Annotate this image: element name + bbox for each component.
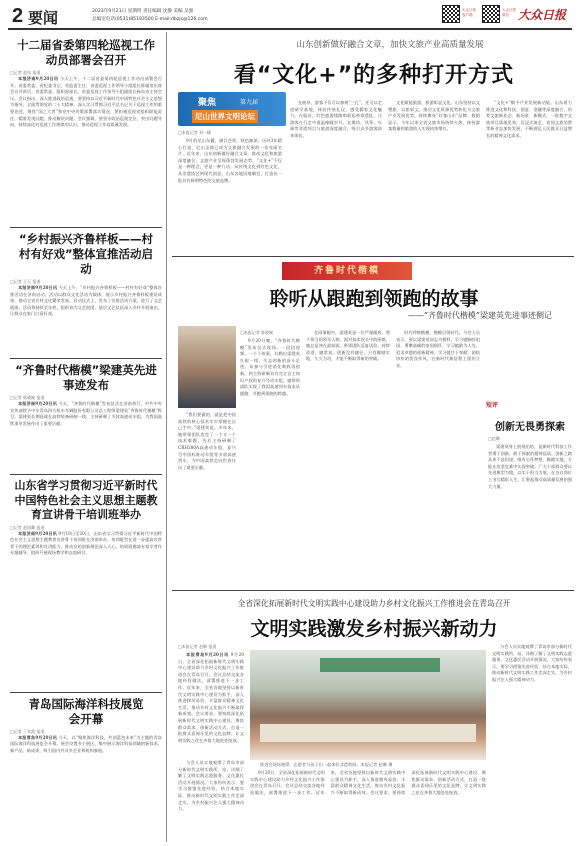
- article-3-lead: 本报济南9月20日讯: [18, 401, 58, 406]
- bottom-kicker: 全省深化拓展新时代文明实践中心建设助力乡村文化振兴工作推进会在青岛召开: [237, 599, 511, 608]
- forum-badge-season: 第九届: [240, 99, 259, 106]
- article-5-byline: □记者 丁兆霞 报道: [10, 728, 45, 734]
- culture-paragraph-1: 9月的尼山东麓，满目苍翠，秋色渐浓。历经3年精心打造，尼山圣境已成为文旅融合发展的一张亮丽名片。近年来，山东创新做好融合文章，推动文化和旅游深度融合，文旅产业呈现蓬勃发展态势。“文化+”不仅是一种理念，更是一种行动。从传统文化到红色文化，从非遗技艺到现代创意，山东各地因地制宜，打造出一批具有鲜明特色的文旅品牌。: [178, 138, 282, 183]
- short-comment-body: [488, 444, 572, 586]
- article-5-lead: 本报青岛9月20日讯: [18, 734, 58, 740]
- bottom-byline: □本报记者 赵琳 报道: [178, 644, 217, 649]
- banner-col-1b: [178, 412, 236, 586]
- bottom-photo-caption: 推进会现场观摩，志愿者与孩子们一起体验非遗剪纸。本报记者 赵琳 摄: [260, 762, 393, 767]
- culture-paragraph-4: “文化+”赋予产业发展新动能。山东着力推进文化和科技、创意、金融等深度融合，培育文旅新业态、新场景、新模式，一批数字文旅项目落地见效，沉浸式演艺、夜间文旅消费等新业态加快发展，不断满足人民群众日益增长的精神文化需求。: [486, 100, 572, 138]
- header-rule: [8, 28, 572, 30]
- banner-paragraph-1: 9月20日晚，“齐鲁时代楷模”发布仪式现场，一段段视频、一个个故事，勾勒出梁建英扎根一线、矢志创新的奋斗足迹。从参与引进消化吸收再创新，到主持研制具有完全自主知识产权的复兴号动车组，她带领团队实现了我国高速列车技术从跟跑、并跑到领跑的跨越。: [240, 338, 300, 396]
- short-comment-text: 梁建英身上展现出的，是新时代科技工作者勇于创新、敢于探索的精神品质。创新之路从来不是坦途，唯有心怀梦想、脚踏实地，方能在攻坚克难中实现突破。广大干部群众要以先进典型为镜，以实干担当为笔，在各自岗位上书写精彩人生，汇聚起推动高质量发展的强大力量。: [488, 444, 572, 489]
- left-divider-1: [10, 227, 162, 228]
- banner-portrait-photo: [178, 326, 236, 408]
- masthead-logo: 大众日报: [518, 8, 567, 22]
- short-comment-title: 创新无畏勇探索: [495, 422, 565, 433]
- article-3-text: 今天，“齐鲁时代楷模”发布仪式在济南举行，中共中央宣传部授予中车青岛四方机车车辆股份有限公司总工程师梁建英“齐鲁时代楷模”称号。梁建英长期奋战在高铁装备研制一线，主持研制了多款高速动车组，为我国高铁事业发展作出了重要贡献。: [10, 401, 162, 426]
- article-1-body: [10, 76, 162, 224]
- banner-col-2: [306, 330, 390, 586]
- banner-byline: □本报记者 陈晓婉: [240, 330, 274, 335]
- left-column-rule: [166, 32, 167, 842]
- photo-wall-banner: [320, 658, 440, 672]
- left-divider-3: [10, 474, 162, 475]
- article-3-body: [10, 401, 162, 471]
- banner-col-1: [240, 338, 300, 586]
- forum-badge-focus: 聚焦: [198, 98, 217, 108]
- article-2-body: [10, 285, 162, 355]
- article-4-body: [10, 531, 162, 689]
- culture-headline: 看“文化+”的多种打开方式: [233, 63, 515, 88]
- header-qr-caption-2: 大众日报 微信: [502, 8, 516, 17]
- article-5-body: [10, 735, 162, 783]
- culture-byline: □本报记者 刘一峰: [178, 130, 212, 135]
- article-3-byline: □记者 陈晓婉 报道: [10, 395, 45, 400]
- bottom-col-1: [178, 652, 244, 756]
- bottom-col-1-lower: [178, 760, 244, 842]
- header-qr-code-1[interactable]: [442, 5, 460, 23]
- forum-badge-title: 尼山世界文明论坛: [192, 110, 258, 123]
- left-divider-2: [10, 358, 162, 359]
- article-5-title: 青岛国际海洋科技展览会开幕: [28, 696, 144, 726]
- forum-badge: [178, 92, 286, 126]
- article-1-lead: 本报济南9月20日讯: [18, 76, 59, 81]
- banner-paragraph-3: 在同事眼中，梁建英是一位严谨细致、勇于担当的领军人物。面对技术攻关中的困难，她总是冲在最前面，带领团队反复试验、持续改进。她常说，创新没有捷径，只有脚踏实地、久久为功，才能不断取得新的突破。: [306, 330, 390, 362]
- culture-col-1: [178, 138, 282, 254]
- article-4-text: 9月19日至20日，山东省学习贯彻习近平新时代中国特色社会主义思想主题教育宣讲骨干培训班在济南举办。培训班旨在进一步提高宣讲骨干的理论素养和宣讲能力，推动党的创新理论深入人心。培训班邀请专家学者作专题辅导，组织开展现场教学和交流研讨。: [10, 530, 162, 556]
- banner-headline: 聆听从跟跑到领跑的故事: [269, 288, 479, 310]
- header-page-number: 2: [12, 5, 24, 27]
- article-4-byline: □记者 赵国卿 报道: [10, 524, 45, 530]
- short-comment-byline: □赵琳: [488, 436, 500, 441]
- article-1-title: 十二届省委第四轮巡视工作动员部署会召开: [17, 38, 155, 67]
- header-qr-code-2[interactable]: [482, 5, 500, 23]
- article-4-lead: 本报济南9月20日讯: [18, 530, 57, 536]
- bottom-photo: [250, 650, 486, 760]
- culture-bottom-rule: [172, 256, 574, 257]
- short-comment-label: 短评: [486, 402, 499, 409]
- bottom-paragraph-3: 9月20日，全省深化拓展新时代文明实践中心建设助力乡村文化振兴工作推进会在青岛召开。会议总结交流各地经验做法，部署推进下一步工作。近年来，全省各地坚持以新时代文明实践中心建设为抓手，深入推进移风易俗，丰富群众精神文化生活，推动乡村文化振兴不断取得新成效。会议要求，要持续深化拓展新时代文明实践中心建设，聚焦群众需求，创新活动方式，打造一批群众喜闻乐见的文化品牌，让文明实践之花在齐鲁大地处处绽放。: [250, 770, 486, 795]
- bottom-paragraph-2: 与会人员实地观摩了青岛市部分新时代文明实践所、站，详细了解了文明实践志愿服务、文化惠民活动开展情况。大家纷纷表示，要学习借鉴先进经验，结合本地实际，推动新时代文明实践工作走深走实，为乡村振兴注入强大精神动力。: [492, 644, 572, 682]
- bottom-lead: 本报青岛9月20日讯: [186, 652, 229, 657]
- bottom-col-under-photo: [250, 770, 486, 842]
- bottom-headline: 文明实践激发乡村振兴新动力: [250, 618, 498, 640]
- culture-kicker: 山东创新做好融合文章，加快文旅产业高质量发展: [296, 40, 484, 50]
- culture-paragraph-3: 文化赋能旅游，旅游彰显文化。山东坚持以文塑旅、以旅彰文，推动文化资源优势转化为文旅产业发展优势，持续擦亮“好客山东”品牌。数据显示，今年以来全省文旅市场持续火热，接待游客数量和旅游收入实现较快增长。: [388, 100, 480, 132]
- banner-subtitle: ——“齐鲁时代楷模”梁建英先进事迹侧记: [407, 311, 552, 320]
- banner-bottom-rule: [172, 590, 574, 591]
- left-column: [10, 32, 162, 844]
- left-divider-4: [10, 692, 162, 693]
- article-1-text: 今天上午，十二届省委第四轮巡视工作动员部署会召开。省委常委、省纪委书记、省监委主任、省委巡视工作领导小组组长陈辐宽出席会议并讲话。省委常委、组织部部长、省委巡视工作领导小组副组长杨东奇主持会议。会议指出，深入推进政治巡视，要坚持以习近平新时代中国特色社会主义思想为指导，全面贯彻党的二十大精神，深入学习贯彻习近平总书记关于巡视工作的重要论述，聚焦“国之大者”和党中央决策部署落实情况，紧扣被巡视党组织职能责任，精准发现问题，推动解决问题。会议强调，要坚守政治巡视定位，突出问题导向，持续深化对巡视工作规律的认识，推动巡视工作高质量发展。: [10, 76, 162, 128]
- header-date-line: 2023年9月21日 星期四 责任编辑 沈静 美编 吴强: [92, 9, 194, 14]
- bottom-paragraph-4: 与会人员实地观摩了青岛市部分新时代文明实践所、站，详细了解了文明实践志愿服务、文化惠民活动开展情况。大家纷纷表示，要学习借鉴先进经验，结合本地实际，推动新时代文明实践工作走深走实，为乡村振兴注入强大精神动力。: [178, 760, 244, 812]
- culture-col-4: [486, 100, 572, 254]
- banner-tag: 齐鲁时代楷模: [282, 262, 412, 280]
- bottom-col-right: [492, 644, 572, 842]
- banner-paragraph-2: “我们要做的，就是把中国高铁的核心技术牢牢掌握在自己手中。”梁建英说。多年来，她带领团队攻克了一个又一个技术难题，先后主持研制了CRH380A高速动车组、复兴号中国标准动车组等多款高速列车，为中国高铁走向世界作出了重要贡献。: [178, 412, 236, 470]
- article-2-lead: 本报济南9月20日讯: [18, 285, 58, 290]
- culture-paragraph-2: 在曲阜，游客不仅可以参观“三孔”，还可以走进研学基地，体验传统礼仪，感受儒家文化魅力。在临沂，红色旅游线路串联起革命遗址，让游客在行走中重温峥嵘岁月。在潍坊，风筝、年画等非遗项目与旅游深度融合，吸引众多游客前来体验。: [290, 100, 382, 138]
- culture-col-2: [290, 100, 382, 254]
- article-3-title: “齐鲁时代楷模”梁建英先进事迹发布: [15, 363, 157, 392]
- header-contact-line: 总编室电话(0531)85193500 E-mail:dbzjs@126.com: [92, 17, 208, 22]
- banner-col-3: [396, 330, 480, 586]
- article-2-text: 今天上午，“乡村振兴齐鲁样板——村村有好戏”整体宣推活动在济南启动。活动以群众文化活动为载体，展示乡村振兴齐鲁样板建设成果，推动全省乡村文化繁荣发展。启动仪式上，发布了宣推活动方案，进行了文艺展演。活动将持续至年底，组织省内文艺院团、基层文艺队伍深入乡村开展演出，让群众在家门口看好戏。: [10, 285, 162, 317]
- article-1-byline: □记者 赵凤 报道: [10, 70, 41, 75]
- article-5-text: 今天，以“聚焦海洋科技，共创蓝色未来”为主题的青岛国际海洋科技展览会开幕。展会设置多个展区，集中展示海洋科技领域的新技术、新产品、新成果，吸引国内外众多企业和机构参展。: [10, 734, 162, 753]
- article-2-byline: □记者 王玉 报道: [10, 279, 41, 284]
- header-qr-caption-1: 大众日报 客户端: [462, 8, 476, 17]
- header-section-name: 要闻: [28, 9, 59, 27]
- article-2-title: “乡村振兴齐鲁样板——村村有好戏”整体宣推活动启动: [18, 232, 154, 276]
- photo-table: [260, 724, 476, 742]
- article-4-title: 山东省学习贯彻习近平新时代中国特色社会主义思想主题教育宣讲骨干培训班举办: [14, 479, 158, 521]
- bottom-text: 9月20日，全省深化拓展新时代文明实践中心建设助力乡村文化振兴工作推进会在青岛召开。会议总结交流各地经验做法，部署推进下一步工作。近年来，全省各地坚持以新时代文明实践中心建设为抓手，深入推进移风易俗，丰富群众精神文化生活，推动乡村文化振兴不断取得新成效。会议要求，要持续深化拓展新时代文明实践中心建设，聚焦群众需求，创新活动方式，打造一批群众喜闻乐见的文化品牌，让文明实践之花在齐鲁大地处处绽放。: [178, 652, 244, 743]
- culture-col-3: [388, 100, 480, 254]
- banner-paragraph-4: 时代呼唤楷模，楷模引领时代。与会人员表示，要以梁建英同志为榜样，学习她胸怀祖国、勇攀高峰的家国情怀，学习她敢为人先、追求卓越的创新精神，学习她甘于奉献、团结协作的优良作风，在新时代新征程上建功立业。: [396, 330, 480, 368]
